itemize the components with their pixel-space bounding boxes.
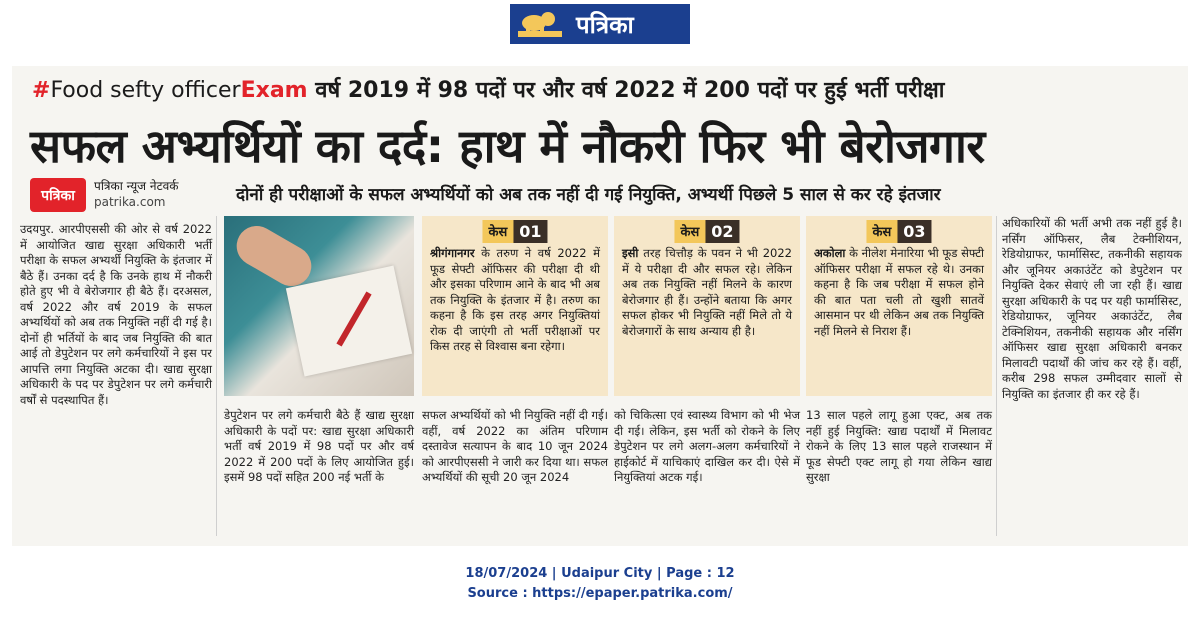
column-4: को चिकित्सा एवं स्वास्थ्य विभाग को भी भेज दी गई। लेकिन, इस भर्ती को रोकने के लिए डेपुटेशन पर लगे अलग-अलग कर्मचारियों ने हाईकोर्ट में याचिकाएं दाखिल कर दी। ऐसे में नियुक्तियां अटक गई। [614,408,800,484]
column-2: डेपुटेशन पर लगे कर्मचारी बैठे हैं खाद्य सुरक्षा अधिकारी के पदों पर: खाद्य सुरक्षा अधिकारी भर्ती वर्ष 2019 में 98 पदों पर और वर्ष 2022 में 200 पदों के लिए आयोजित हुई। इसमें 98 पदों सहित 200 नई भर्ती के [224,408,414,484]
column-3: सफल अभ्यर्थियों को भी नियुक्ति नहीं दी गई। वहीं, वर्ष 2022 का अंतिम परिणाम दस्तावेज सत्यापन के बाद 10 जून 2024 को आरपीएससी ने जारी कर दिया था। सफल अभ्यर्थियों की सूची 20 जून 2024 [422,408,608,484]
subhead: दोनों ही परीक्षाओं के सफल अभ्यर्थियों को अब तक नहीं दी गई नियुक्ति, अभ्यर्थी पिछले 5 साल से कर रहे इंतजार [236,185,941,205]
news-clipping [12,66,1188,546]
article-photo [224,216,414,396]
column-5: 13 साल पहले लागू हुआ एक्ट, अब तक नहीं हुई नियुक्ति: खाद्य पदार्थों में मिलावट रोकने के लिए 13 साल पहले राजस्थान में फूड सेफ्टी एक्ट लागू हो गया लेकिन खाद्य सुरक्षा [806,408,992,484]
case-01-box: केस 01 श्रीगंगानगर के तरुण ने वर्ष 2022 में फूड सेफ्टी ऑफिसर की परीक्षा दी थी और इसका परिणाम आने के बाद भी अब तक नियुक्ति के इंतजार में है। तरुण का कहना है कि इस तरह अगर नियुक्तियां रोक दी जाएंगी तो भर्ती परीक्षाओं पर किस तरह से विश्वास बना रहेगा। [422,216,608,396]
headline: सफल अभ्यर्थियों का दर्द: हाथ में नौकरी फिर भी बेरोजगार [30,119,985,173]
column-1: उदयपुर. आरपीएससी की ओर से वर्ष 2022 में आयोजित खाद्य सुरक्षा अधिकारी भर्ती परीक्षा के सफल अभ्यर्थी नियुक्ति के इंतजार में बैठे हैं। उनका दर्द है कि उनके हाथ में नौकरी होते हुए भी वे बेरोजगार ही बैठे हैं। दरअसल, वर्ष 2022 और वर्ष 2019 के सफल अभ्यर्थियों को अब तक नियुक्ति नहीं दी गई है। दोनों ही भर्तियों के बाद जब नियुक्ति की बात आई तो डेपुटेशन पर लगे कर्मचारियों ने इस पर आपत्ति लगा नियुक्ति अटका दी। खाद्य सुरक्षा अधिकारी के पद पर डेपुटेशन पर लगे कर्मचारी वर्षों से पदस्थापित हैं। [20,222,212,407]
masthead-brand: पत्रिका [576,10,634,39]
footer-date: 18/07/2024 | Udaipur City | Page : 12 [465,566,735,581]
kicker: #Food sefty officerExam वर्ष 2019 में 98 पदों पर और वर्ष 2022 में 200 पदों पर हुई भर्ती परीक्षा [32,78,945,103]
lion-emblem-icon [510,4,570,44]
column-6: अधिकारियों की भर्ती अभी तक नहीं हुई है। नर्सिंग ऑफिसर, लैब टेक्नीशियन, रेडियोग्राफर, फार्मासिस्ट, तकनीकी सहायक और जूनियर अकाउंटेंट को डेपुटेशन पर नियुक्ति देकर सेवाएं ली जा रही हैं। खाद्य सुरक्षा अधिकारी के पद पर यही फार्मासिस्ट, रेडियोग्राफर, जूनियर अकाउंटेंट, लैब टेक्निशियन, तकनीकी सहायक और नर्सिंग ऑफिसर खाद्य सुरक्षा अधिकारी बनकर मिलावटी पदार्थों की जांच कर रहे हैं। वहीं, करीब 298 सफल उम्मीदवार सालों से नियुक्ति का इंतजार ही कर रहे हैं। [1002,216,1182,401]
byline: पत्रिका न्यूज नेटवर्क patrika.com [94,179,179,209]
case-03-box: केस 03 अकोला के नीलेश मेनारिया भी फूड सेफ्टी ऑफिसर परीक्षा में सफल रहे थे। उनका कहना है कि जब परीक्षा में सफल होने की बात पता चली तो खुशी सातवें आसमान पर थी लेकिन अब तक नियुक्ति नहीं मिलने से निराश हैं। [806,216,992,396]
masthead [510,4,690,44]
footer-source: Source : https://epaper.patrika.com/ [467,586,733,601]
patrika-logo: पत्रिका [30,178,86,212]
case-02-box: केस 02 इसी तरह चित्तौड़ के पवन ने भी 2022 में ये परीक्षा दी और सफल रहे। लेकिन अब तक नियुक्ति नहीं मिलने के कारण बेरोजगार ही हैं। उन्होंने बताया कि अगर सफल होकर भी नियुक्ति नहीं मिले तो ये बेरोजगारों के साथ अन्याय ही है। [614,216,800,396]
